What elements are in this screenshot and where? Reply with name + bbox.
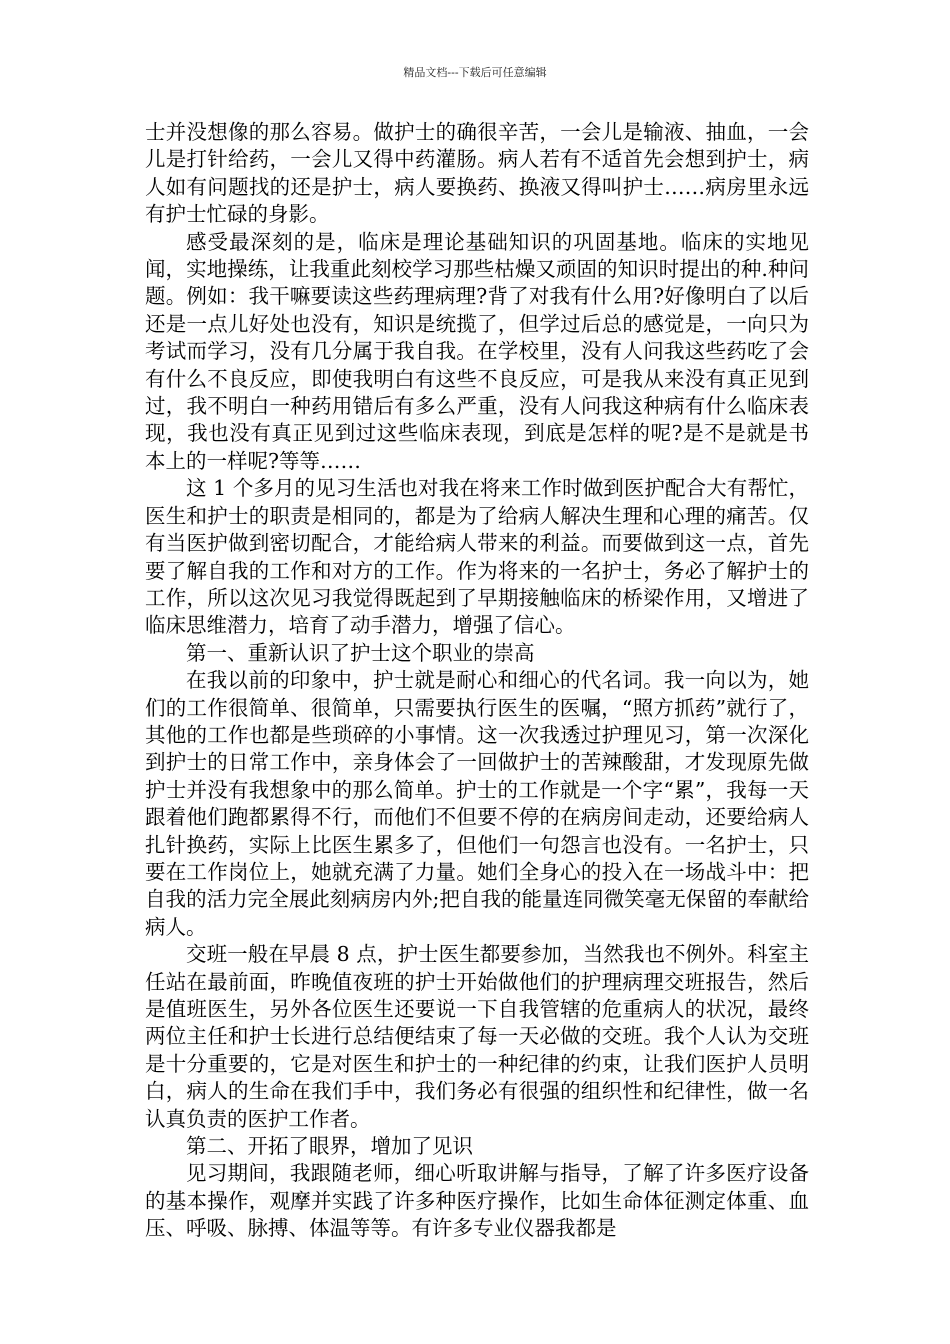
- document-body: [145, 119, 809, 1243]
- paragraph-1: 士并没想像的那么容易。做护士的确很辛苦，一会儿是输液、抽血，一会儿是打针给药，一会儿又得中药灌肠。病人若有不适首先会想到护士，病人如有问题找的还是护士，病人要换药、换液又得叫护士……病房里永远有护士忙碌的身影。: [145, 120, 809, 227]
- section-heading-2: 第二、开拓了眼界，增加了见识: [186, 1134, 473, 1159]
- paragraph-6: 见习期间，我跟随老师，细心听取讲解与指导，了解了许多医疗设备的基本操作，观摩并实践了许多种医疗操作，比如生命体征测定体重、血压、呼吸、脉搏、体温等等。有许多专业仪器我都是: [145, 1161, 809, 1241]
- paragraph-4: 在我以前的印象中，护士就是耐心和细心的代名词。我一向以为，她们的工作很简单、很简单，只需要执行医生的医嘱，“照方抓药”就行了，其他的工作也都是些琐碎的小事情。这一次我透过护理见习，第一次深化到护士的日常工作中，亲身体会了一回做护士的苦辣酸甜，才发现原先做护士并没有我想象中的那么简单。护士的工作就是一个字“累”，我每一天跟着他们跑都累得不行，而他们不但要不停的在病房间走动，还要给病人扎针换药，实际上比医生累多了，但他们一句怨言也没有。一名护士，只要在工作岗位上，她就充满了力量。她们全身心的投入在一场战斗中：把自我的活力完全展此刻病房内外;把自我的能量连同微笑毫无保留的奉献给病人。: [145, 668, 809, 939]
- section-heading-1: 第一、重新认识了护士这个职业的崇高: [186, 640, 535, 665]
- page-header: 精品文档---下载后可任意编辑: [403, 66, 547, 79]
- paragraph-3: 这 1 个多月的见习生活也对我在将来工作时做到医护配合大有帮忙，医生和护士的职责是相同的，都是为了给病人解决生理和心理的痛苦。仅有当医护做到密切配合，才能给病人带来的利益。而要做到这一点，首先要了解自我的工作和对方的工作。作为将来的一名护士，务必了解护士的工作，所以这次见习我觉得既起到了早期接触临床的桥梁作用，又增进了临床思维潜力，培育了动手潜力，增强了信心。: [145, 476, 809, 638]
- paragraph-5: 交班一般在早晨 8 点，护士医生都要参加，当然我也不例外。科室主任站在最前面，昨晚值夜班的护士开始做他们的护理病理交班报告，然后是值班医生，另外各位医生还要说一下自我管辖的危重病人的状况，最终两位主任和护士长进行总结便结束了每一天必做的交班。我个人认为交班是十分重要的，它是对医生和护士的一种纪律的约束，让我们医护人员明白，病人的生命在我们手中，我们务必有很强的组织性和纪律性，做一名认真负责的医护工作者。: [145, 942, 809, 1131]
- paragraph-2: 感受最深刻的是，临床是理论基础知识的巩固基地。临床的实地见闻，实地操练，让我重此刻校学习那些枯燥又顽固的知识时提出的种.种问题。例如：我干嘛要读这些药理病理?背了对我有什么用?好像明白了以后还是一点儿好处也没有，知识是统揽了，但学过后总的感觉是，一向只为考试而学习，没有几分属于我自我。在学校里，没有人问我这些药吃了会有什么不良反应，即使我明白有这些不良反应，可是我从来没有真正见到过，我不明白一种药用错后有多么严重，没有人问我这种病有什么临床表现，我也没有真正见到过这些临床表现，到底是怎样的呢?是不是就是书本上的一样呢?等等……: [145, 229, 809, 473]
